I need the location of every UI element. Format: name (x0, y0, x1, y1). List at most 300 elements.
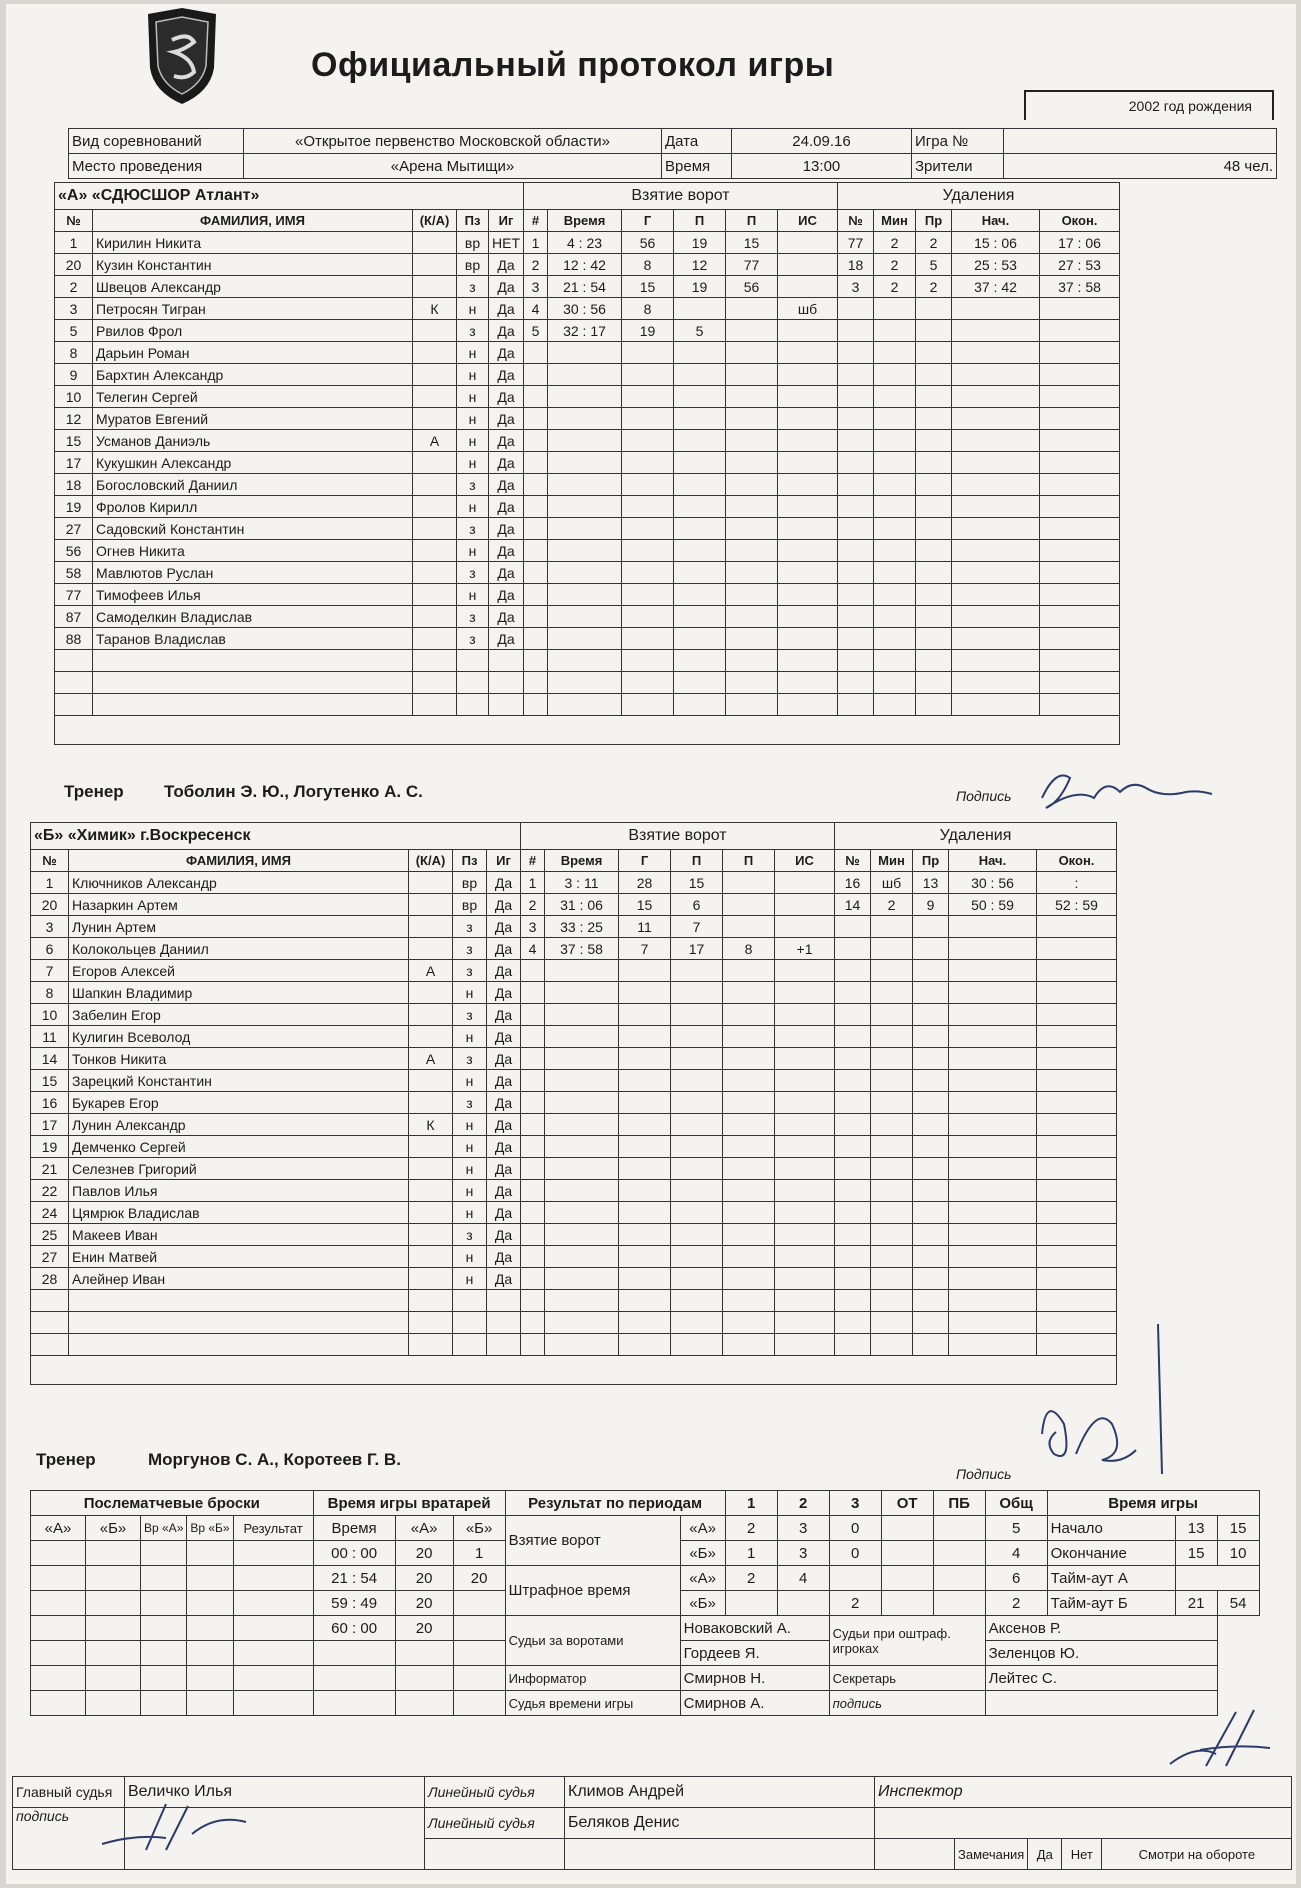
team-a-empty-cell (916, 430, 952, 452)
team-a-row (55, 430, 1120, 452)
team-b-goal-sec: 25 (587, 918, 603, 935)
team-a-empty-cell (524, 540, 548, 562)
team-b-empty-cell (671, 1202, 723, 1224)
team-a-player-number: 12 (55, 408, 93, 430)
team-b-empty-cell (775, 1004, 835, 1026)
team-a-col-g-time: Время (548, 210, 622, 232)
team-b-empty-cell (487, 1312, 521, 1334)
team-a-pen-start-sec: 06 (1001, 234, 1017, 251)
team-b-empty-cell (453, 1334, 487, 1356)
team-b-player-position: з (453, 960, 487, 982)
team-a-empty-cell (622, 408, 674, 430)
team-b-empty-cell (521, 1136, 545, 1158)
team-a-player-role (413, 474, 457, 496)
team-b-row (31, 1114, 1117, 1136)
team-a-empty-cell (548, 606, 622, 628)
team-a-row (55, 474, 1120, 496)
team-a-col-ka: (К/А) (413, 210, 457, 232)
team-b-player-played: Да (487, 1004, 521, 1026)
team-b-player-name: Алейнер Иван (69, 1268, 409, 1290)
gk-row-4-b (453, 1616, 505, 1641)
team-a-table (54, 182, 1120, 745)
team-a-empty-cell (524, 452, 548, 474)
goalie-b-label: «Б» (453, 1516, 505, 1541)
team-a-empty-cell (726, 584, 778, 606)
team-a-player-role (413, 452, 457, 474)
team-b-empty-cell (723, 1180, 775, 1202)
team-b-row (31, 1246, 1117, 1268)
team-a-empty-cell (916, 540, 952, 562)
team-b-empty-cell (949, 1136, 1037, 1158)
team-b-row (31, 1290, 1117, 1312)
team-a-player-position: н (457, 298, 489, 320)
team-b-player-name: Кулигин Всеволод (69, 1026, 409, 1048)
team-b-player-played: Да (487, 960, 521, 982)
team-b-sign-label: Подпись (956, 1466, 1012, 1482)
team-b-player-played: Да (487, 1026, 521, 1048)
team-a-player-position: н (457, 342, 489, 364)
team-b-pens-header: Удаления (835, 823, 1117, 850)
team-b-col-ig: Иг (487, 850, 521, 872)
team-b-empty-cell (723, 1334, 775, 1356)
team-b-empty-cell (671, 1158, 723, 1180)
team-b-empty-cell (723, 1290, 775, 1312)
remarks-yes[interactable]: Да (1028, 1839, 1062, 1870)
team-b-empty-cell (521, 1026, 545, 1048)
inspector-label: Инспектор (875, 1777, 1292, 1808)
team-b-player-role (409, 1202, 453, 1224)
team-a-penalty-minutes: 2 (874, 276, 916, 298)
team-a-empty-cell (874, 408, 916, 430)
team-b-penalty-start: 50 : 59 (949, 894, 1037, 916)
team-b-empty-cell (545, 1312, 619, 1334)
team-b-empty-cell (619, 1114, 671, 1136)
team-a-row (55, 540, 1120, 562)
team-b-empty-cell (871, 1158, 913, 1180)
team-b-goal-assist-2 (723, 894, 775, 916)
team-b-goal-number: 1 (521, 872, 545, 894)
team-a-player-played: Да (489, 276, 524, 298)
team-b-empty-cell (619, 1312, 671, 1334)
team-b-empty-cell (545, 1224, 619, 1246)
team-b-empty-cell (835, 960, 871, 982)
team-a-empty-cell (1040, 430, 1120, 452)
team-a-empty-cell (457, 694, 489, 716)
team-b-col-g-num: # (521, 850, 545, 872)
team-b-empty-cell (671, 1136, 723, 1158)
date-label: Дата (662, 129, 732, 154)
team-a-player-played: Да (489, 518, 524, 540)
team-b-goal-assist-1: 6 (671, 894, 723, 916)
team-a-player-played: Да (489, 320, 524, 342)
team-a-goal-sec: 56 (590, 300, 606, 317)
team-a-empty-cell (838, 430, 874, 452)
team-b-empty-cell (871, 1026, 913, 1048)
team-a-player-name: Телегин Сергей (93, 386, 413, 408)
team-a-empty-cell (1040, 584, 1120, 606)
team-a-goal-assist-1: 5 (674, 320, 726, 342)
team-b-empty-cell (949, 1180, 1037, 1202)
team-b-empty-cell (619, 1224, 671, 1246)
team-b-player-role (409, 1004, 453, 1026)
team-b-empty-cell (545, 1004, 619, 1026)
team-a-empty-cell (524, 562, 548, 584)
shootout-vrb-label: Вр «Б» (187, 1516, 233, 1541)
club-shield-logo (144, 6, 220, 106)
team-b-empty-cell (913, 1290, 949, 1312)
team-b-empty-cell (723, 1158, 775, 1180)
team-a-pen-end-sec: 58 (1085, 278, 1101, 295)
team-a-goals-header: Взятие ворот (524, 183, 838, 210)
team-b-empty-cell (835, 1290, 871, 1312)
team-a-empty-cell (726, 518, 778, 540)
team-b-player-number: 20 (31, 894, 69, 916)
team-b-empty-cell (521, 1048, 545, 1070)
team-a-row (55, 628, 1120, 650)
team-b-col-name: ФАМИЛИЯ, ИМЯ (69, 850, 409, 872)
team-b-goal-time: 3 : 11 (545, 872, 619, 894)
team-a-player-role (413, 518, 457, 540)
team-b-player-played: Да (487, 872, 521, 894)
team-a-goal-assist-1: 12 (674, 254, 726, 276)
team-a-player-position: н (457, 540, 489, 562)
team-a-player-number: 9 (55, 364, 93, 386)
team-b-row (31, 960, 1117, 982)
team-a-goal-scorer: 19 (622, 320, 674, 342)
team-a-empty-cell (952, 430, 1040, 452)
team-b-player-position: н (453, 1246, 487, 1268)
team-b-empty-cell (775, 1048, 835, 1070)
team-b-player-role (409, 982, 453, 1004)
spectators-value: 48 чел. (1004, 154, 1277, 179)
team-b-empty-cell (949, 982, 1037, 1004)
team-b-empty-cell (723, 1048, 775, 1070)
team-b-empty-cell (871, 1334, 913, 1356)
team-a-empty-cell (1040, 474, 1120, 496)
team-b-empty-cell (871, 1268, 913, 1290)
team-a-empty-cell (1040, 408, 1120, 430)
team-b-empty-cell (453, 1290, 487, 1312)
team-a-empty-cell (524, 496, 548, 518)
team-a-empty-cell (874, 650, 916, 672)
team-b-empty-cell (871, 1312, 913, 1334)
total-header: Общ (985, 1491, 1047, 1516)
team-b-empty-cell (69, 1290, 409, 1312)
team-b-empty-cell (453, 1312, 487, 1334)
team-a-pen-start-sec: 42 (1001, 278, 1017, 295)
team-a-col-g-is: ИС (778, 210, 838, 232)
team-b-empty-cell (1037, 1268, 1117, 1290)
team-b-empty-cell (409, 1290, 453, 1312)
team-a-empty-cell (548, 452, 622, 474)
team-a-penalty-end: 17 : 06 (1040, 232, 1120, 254)
team-b-empty-cell (1037, 1070, 1117, 1092)
team-b-empty-cell (949, 916, 1037, 938)
team-b-player-role (409, 1224, 453, 1246)
team-a-goal-assist-2 (726, 320, 778, 342)
team-a-empty-cell (674, 408, 726, 430)
team-b-empty-cell (1037, 1004, 1117, 1026)
birth-year-box: 2002 год рождения (1024, 90, 1274, 120)
team-b-empty-cell (619, 1246, 671, 1268)
team-b-goal-scorer: 28 (619, 872, 671, 894)
timekeeper-label: Судья времени игры (505, 1691, 680, 1716)
team-a-empty-cell (1040, 298, 1120, 320)
team-a-signature (1036, 758, 1216, 818)
team-a-player-name: Тимофеев Илья (93, 584, 413, 606)
team-a-empty-cell (916, 694, 952, 716)
team-a-pen-end-min: 27 (1058, 256, 1074, 273)
team-a-empty-cell (1040, 672, 1120, 694)
team-a-empty-cell (548, 650, 622, 672)
team-a-goal-assist-2 (726, 298, 778, 320)
team-a-empty-cell (952, 584, 1040, 606)
team-b-empty-cell (871, 1290, 913, 1312)
team-a-empty-cell (524, 606, 548, 628)
team-b-empty-cell (835, 1312, 871, 1334)
team-a-empty-cell (874, 606, 916, 628)
team-b-goal-min: 3 (564, 874, 573, 891)
team-a-empty-cell (457, 650, 489, 672)
team-a-empty-cell (622, 386, 674, 408)
team-a-player-played: Да (489, 386, 524, 408)
team-a-coach-label: Тренер (64, 782, 124, 801)
team-a-row (55, 518, 1120, 540)
team-b-empty-cell (619, 1290, 671, 1312)
team-b-empty-cell (835, 1048, 871, 1070)
goals-a-total: 5 (985, 1516, 1047, 1541)
team-b-empty-cell (521, 1180, 545, 1202)
team-b-empty-cell (871, 960, 913, 982)
team-b-empty-cell (913, 1268, 949, 1290)
team-a-penalty-start: 25 : 53 (952, 254, 1040, 276)
team-b-col-g-g: Г (619, 850, 671, 872)
team-a-empty-cell (778, 408, 838, 430)
end-minutes: 10 (1217, 1541, 1259, 1566)
goals-b-pb (933, 1541, 985, 1566)
team-b-goal-assist-1: 17 (671, 938, 723, 960)
team-b-player-position: н (453, 1268, 487, 1290)
team-a-empty-cell (674, 606, 726, 628)
team-b-player-played: Да (487, 916, 521, 938)
team-b-player-played: Да (487, 894, 521, 916)
team-a-row (55, 232, 1120, 254)
team-b-player-name: Забелин Егор (69, 1004, 409, 1026)
team-b-empty-cell (619, 1004, 671, 1026)
goals-a-ot (881, 1516, 933, 1541)
team-a-player-number: 17 (55, 452, 93, 474)
game-info-table (68, 128, 1277, 179)
team-b-empty-cell (871, 1092, 913, 1114)
team-a-goal-min: 4 (566, 234, 575, 251)
team-b-row (31, 1158, 1117, 1180)
team-b-empty-cell (545, 1048, 619, 1070)
team-a-player-number: 88 (55, 628, 93, 650)
team-a-goal-sec: 23 (586, 234, 603, 251)
team-a-pen-end-min: 17 (1058, 234, 1074, 251)
team-a-empty-cell (952, 474, 1040, 496)
team-a-player-position: з (457, 562, 489, 584)
team-b-empty-cell (871, 982, 913, 1004)
team-b-row (31, 1202, 1117, 1224)
team-b-empty-cell (671, 1004, 723, 1026)
team-a-row (55, 298, 1120, 320)
team-b-empty-cell (671, 1224, 723, 1246)
team-a-empty-cell (548, 342, 622, 364)
team-a-penalty-player: 3 (838, 276, 874, 298)
team-b-player-role (409, 1092, 453, 1114)
team-a-row (55, 694, 1120, 716)
team-a-player-number: 3 (55, 298, 93, 320)
competition-label: Вид соревнований (69, 129, 244, 154)
team-b-empty-cell (671, 1070, 723, 1092)
team-a-empty-cell (674, 342, 726, 364)
team-b-empty-cell (409, 1312, 453, 1334)
team-b-empty-cell (619, 1180, 671, 1202)
team-a-player-number: 15 (55, 430, 93, 452)
team-a-player-played: Да (489, 298, 524, 320)
team-b-row (31, 1070, 1117, 1092)
team-b-col-p-pr: Пр (913, 850, 949, 872)
linesman-1-label: Линейный судья (425, 1777, 565, 1808)
team-b-empty-cell (775, 1268, 835, 1290)
team-a-player-name: Богословский Даниил (93, 474, 413, 496)
pim-b-ot (881, 1591, 933, 1616)
team-b-empty-cell (913, 982, 949, 1004)
team-a-player-role (413, 320, 457, 342)
team-a-empty-cell (726, 342, 778, 364)
team-a-goal-assist-1: 19 (674, 276, 726, 298)
team-b-empty-cell (871, 938, 913, 960)
team-a-penalty-player: 18 (838, 254, 874, 276)
team-b-empty-cell (1037, 1224, 1117, 1246)
team-a-goal-number: 5 (524, 320, 548, 342)
team-a-player-number: 5 (55, 320, 93, 342)
team-b-empty-cell (835, 916, 871, 938)
team-b-player-position: н (453, 1180, 487, 1202)
team-a-player-number: 2 (55, 276, 93, 298)
team-a-empty-cell (726, 474, 778, 496)
team-b-player-number: 10 (31, 1004, 69, 1026)
team-a-empty-cell (838, 474, 874, 496)
team-a-empty-cell (489, 672, 524, 694)
team-a-col-p-min: Мин (874, 210, 916, 232)
team-a-player-position: з (457, 628, 489, 650)
team-b-row (31, 1004, 1117, 1026)
team-b-coach-label: Тренер (36, 1450, 96, 1469)
team-b-empty-cell (835, 1334, 871, 1356)
team-b-empty-cell (949, 1026, 1037, 1048)
team-b-goal-situation (775, 894, 835, 916)
team-a-player-name: Усманов Даниэль (93, 430, 413, 452)
team-b-goal-time: 31 : 06 (545, 894, 619, 916)
team-a-player-position: н (457, 584, 489, 606)
team-a-penalty-start: 37 : 42 (952, 276, 1040, 298)
gk-row-4-a: 20 (395, 1616, 453, 1641)
team-a-player-played: Да (489, 584, 524, 606)
team-b-col-pz: Пз (453, 850, 487, 872)
team-b-player-played: Да (487, 1202, 521, 1224)
team-a-player-position: з (457, 474, 489, 496)
team-a-empty-cell (622, 694, 674, 716)
gk-row-2-time: 21 : 54 (313, 1566, 395, 1591)
team-a-empty-cell (674, 474, 726, 496)
team-b-goal-time: 37 : 58 (545, 938, 619, 960)
team-b-player-number: 11 (31, 1026, 69, 1048)
team-b-empty-cell (949, 1114, 1037, 1136)
team-b-empty-cell (545, 1158, 619, 1180)
game-number-value (1004, 129, 1277, 154)
team-a-empty-cell (874, 694, 916, 716)
team-a-player-position: н (457, 386, 489, 408)
team-a-row (55, 276, 1120, 298)
team-b-pen-start-min: 50 (971, 896, 987, 913)
team-b-empty-cell (913, 1334, 949, 1356)
team-a-empty-cell (674, 650, 726, 672)
team-a-empty-cell (838, 518, 874, 540)
goals-a-p3: 0 (829, 1516, 881, 1541)
team-a-goal-assist-2: 56 (726, 276, 778, 298)
team-a-empty-cell (548, 364, 622, 386)
team-a-player-role: А (413, 430, 457, 452)
team-a-goal-min: 21 (563, 278, 579, 295)
team-b-col-g-p1: П (671, 850, 723, 872)
team-b-empty-cell (545, 1180, 619, 1202)
linesman-2-label: Линейный судья (425, 1808, 565, 1839)
team-b-goal-scorer: 7 (619, 938, 671, 960)
team-b-player-name: Ключников Александр (69, 872, 409, 894)
team-b-player-played: Да (487, 1180, 521, 1202)
gk-row-4-time: 60 : 00 (313, 1616, 395, 1641)
team-a-empty-cell (726, 386, 778, 408)
team-b-empty-cell (949, 1268, 1037, 1290)
team-a-player-played: Да (489, 474, 524, 496)
team-b-col-g-time: Время (545, 850, 619, 872)
team-b-empty-cell (521, 1092, 545, 1114)
team-a-player-name: Мавлютов Руслан (93, 562, 413, 584)
team-a-empty-cell (838, 452, 874, 474)
team-b-empty-cell (835, 1158, 871, 1180)
team-a-goal-number: 4 (524, 298, 548, 320)
team-b-empty-cell (1037, 960, 1117, 982)
team-a-player-role (413, 364, 457, 386)
team-b-player-role (409, 938, 453, 960)
team-a-pen-start-min: 25 (974, 256, 990, 273)
team-a-empty-cell (548, 562, 622, 584)
team-b-player-position: н (453, 1070, 487, 1092)
team-b-empty-cell (619, 982, 671, 1004)
team-a-goal-situation: шб (778, 298, 838, 320)
team-b-empty-cell (521, 1334, 545, 1356)
team-b-player-number: 22 (31, 1180, 69, 1202)
team-b-empty-cell (835, 938, 871, 960)
start-hours: 13 (1175, 1516, 1217, 1541)
team-b-player-name: Енин Матвей (69, 1246, 409, 1268)
team-a-empty-cell (524, 650, 548, 672)
team-b-empty-cell (835, 982, 871, 1004)
team-b-goal-number: 3 (521, 916, 545, 938)
team-a-row (55, 364, 1120, 386)
team-a-empty-cell (778, 342, 838, 364)
team-a-empty-cell (838, 540, 874, 562)
team-a-empty-cell (622, 496, 674, 518)
team-a-empty-cell (622, 584, 674, 606)
team-b-player-played: Да (487, 938, 521, 960)
team-a-player-number: 18 (55, 474, 93, 496)
remarks-no[interactable]: Нет (1062, 1839, 1102, 1870)
team-b-caption: «Б» «Химик» г.Воскресенск (31, 823, 521, 850)
team-b-empty-cell (835, 1136, 871, 1158)
